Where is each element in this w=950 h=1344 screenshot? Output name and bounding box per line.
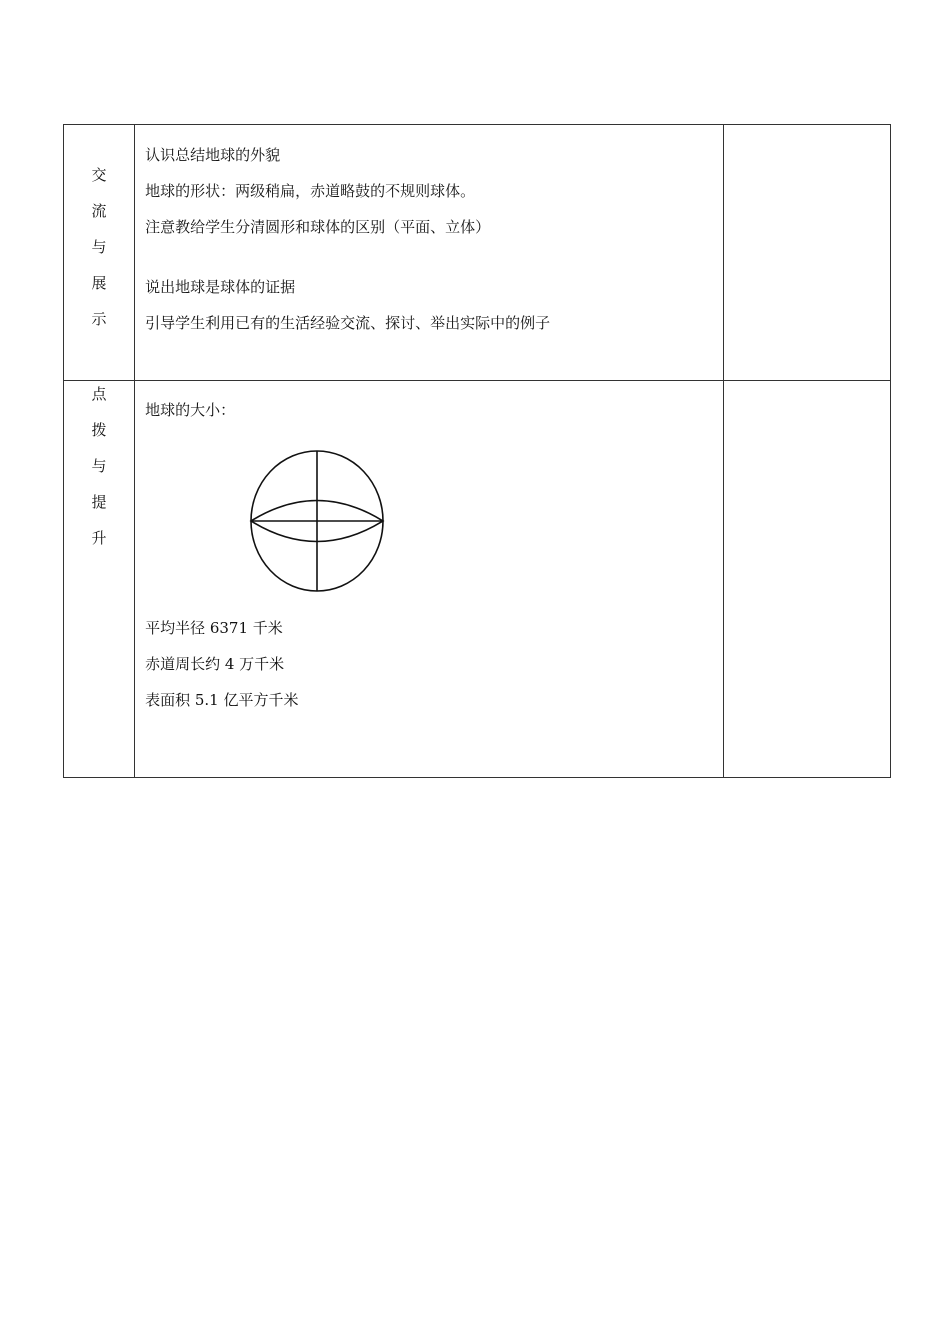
content-line: 赤道周长约 4 万千米 bbox=[145, 655, 285, 673]
stage-label-guidance bbox=[64, 376, 134, 556]
content-line: 认识总结地球的外貌 bbox=[145, 146, 281, 164]
content-line: 注意教给学生分清圆形和球体的区别（平面、立体） bbox=[145, 218, 491, 236]
globe-diagram bbox=[248, 448, 388, 594]
stage-char: 展 bbox=[91, 274, 107, 292]
lesson-table bbox=[63, 124, 891, 778]
note-cell bbox=[723, 381, 890, 778]
stage-label-exchange bbox=[64, 125, 134, 337]
stage-char: 流 bbox=[91, 202, 107, 220]
stage-cell bbox=[64, 125, 135, 381]
stage-char: 与 bbox=[91, 238, 107, 256]
content-line: 地球的大小： bbox=[145, 401, 236, 419]
content-line: 引导学生利用已有的生活经验交流、探讨、举出实际中的例子 bbox=[145, 314, 551, 332]
stage-cell bbox=[64, 381, 135, 778]
stage-char: 升 bbox=[91, 529, 107, 547]
stage-char: 提 bbox=[91, 493, 107, 511]
note-cell bbox=[723, 125, 890, 381]
stage-char: 示 bbox=[91, 310, 107, 328]
content-cell bbox=[135, 381, 724, 778]
content-cell bbox=[135, 125, 724, 381]
globe-icon bbox=[248, 448, 388, 594]
content-line: 平均半径 6371 千米 bbox=[145, 619, 283, 637]
table-row bbox=[64, 381, 891, 778]
stage-char: 拨 bbox=[91, 421, 107, 439]
stage-char: 交 bbox=[91, 166, 107, 184]
content-line: 地球的形状：两级稍扁，赤道略鼓的不规则球体。 bbox=[145, 182, 476, 200]
stage-char: 与 bbox=[91, 457, 107, 475]
stage-char: 点 bbox=[91, 385, 107, 403]
table-row bbox=[64, 125, 891, 381]
blank-line bbox=[145, 245, 723, 269]
content-line: 说出地球是球体的证据 bbox=[145, 278, 296, 296]
content-line: 表面积 5.1 亿平方千米 bbox=[145, 691, 299, 709]
